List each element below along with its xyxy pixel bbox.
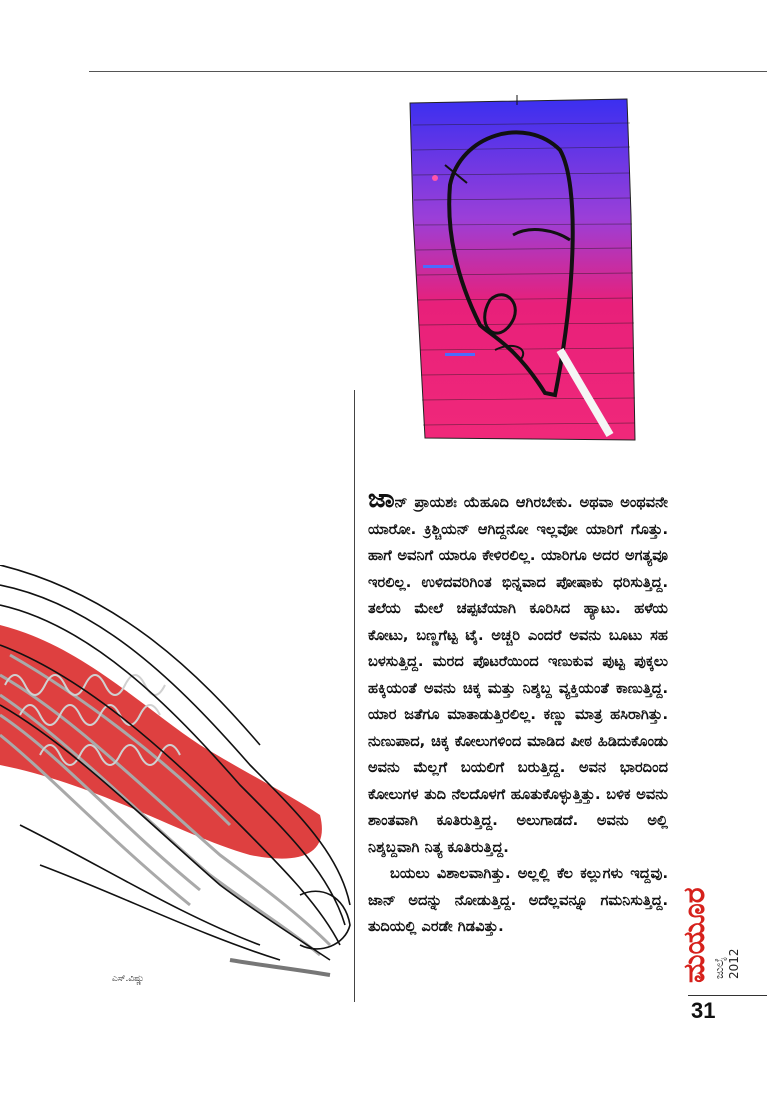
issue-date: ಜುಲೈ 2012 — [712, 948, 741, 979]
magazine-name: ಮಯೂರ — [677, 887, 712, 983]
column-rule — [354, 390, 355, 1002]
dropcap: ಜಾ — [368, 484, 395, 514]
magazine-masthead — [677, 887, 767, 983]
illustration-credit: ಎಸ್.ವಿಷ್ಣು — [112, 974, 145, 984]
sketch-illustration — [0, 565, 355, 985]
header-rule — [89, 71, 767, 72]
footer-rule — [688, 995, 767, 996]
paragraph-1-text: ನ್ ಪ್ರಾಯಶಃ ಯೆಹೂದಿ ಆಗಿರಬೇಕು. ಅಥವಾ ಅಂಥವನೇ ಯಾರೋ. ಕ್ರಿಶ್ಚಿಯನ್ ಆಗಿದ್ದನೋ ಇಲ್ಲವೋ ಯಾರಿಗೆ ಗೊತ್ತು. ಹಾಗೆ ಅವನಿಗೆ ಯಾರೂ ಕೇಳಿರಲಿಲ್ಲ. ಯಾರಿಗೂ ಅದರ ಅಗತ್ಯವೂ ಇರಲಿಲ್ಲ. ಉಳಿದವರಿಗಿಂತ ಭಿನ್ನವಾದ ಪೋಷಾಕು ಧರಿಸುತ್ತಿದ್ದ. ತಲೆಯ ಮೇಲೆ ಚಪ್ಪಟೆಯಾಗಿ ಕೂರಿಸಿದ ಹ್ಯಾಟು. ಹಳೆಯ ಕೋಟು, ಬಣ್ಣಗೆಟ್ಟ ಟೈ. ಅಚ್ಚರಿ ಎಂದರೆ ಅವನು ಬೂಟು ಸಹ ಬಳಸುತ್ತಿದ್ದ. ಮರದ ಪೊಟರೆಯಿಂದ ಇಣುಕುವ ಪುಟ್ಟ ಪುಕ್ಕಲು ಹಕ್ಕಿಯಂತೆ ಅವನು ಚಿಕ್ಕ ಮತ್ತು ನಿಶ್ಶಬ್ದ ವ್ಯಕ್ತಿಯಂತೆ ಕಾಣುತ್ತಿದ್ದ. ಯಾರ ಜತೆಗೂ ಮಾತಾಡುತ್ತಿರಲಿಲ್ಲ. ಕಣ್ಣು ಮಾತ್ರ ಹಸಿರಾಗಿತ್ತು. ನುಣುಪಾದ, ಚಿಕ್ಕ ಕೋಲುಗಳಿಂದ ಮಾಡಿದ ಪೀಠ ಹಿಡಿದುಕೊಂಡು ಅವನು ಮೆಲ್ಲಗೆ ಬಯಲಿಗೆ ಬರುತ್ತಿದ್ದ. ಅವನ ಭಾರದಿಂದ ಕೋಲುಗಳ ತುದಿ ನೆಲದೊಳಗೆ ಹೂತುಕೊಳ್ಳುತ್ತಿತ್ತು. ಬಳಿಕ ಅವನು ಶಾಂತವಾಗಿ ಕೂತಿರುತ್ತಿದ್ದ. ಅಲುಗಾಡದೆ. ಅವನು ಅಲ್ಲಿ ನಿಶ್ಶಬ್ದವಾಗಿ ನಿತ್ಯ ಕೂತಿರುತ್ತಿದ್ದ. — [368, 494, 668, 856]
article-paragraph-2: ಬಯಲು ವಿಶಾಲವಾಗಿತ್ತು. ಅಲ್ಲಲ್ಲಿ ಕೆಲ ಕಲ್ಲುಗಳು ಇದ್ದವು. ಜಾನ್ ಅದನ್ನು ನೋಡುತ್ತಿದ್ದ. ಅದೆಲ್ಲವನ್ನೂ ಗಮನಿಸುತ್ತಿದ್ದ. ತುದಿಯಲ್ಲಿ ಎರಡೇ ಗಿಡವಿತ್ತು. — [368, 865, 668, 935]
article-paragraph-1 — [368, 484, 668, 861]
page-number: 31 — [691, 998, 716, 1023]
article-body — [368, 484, 668, 941]
portrait-illustration — [405, 95, 640, 445]
